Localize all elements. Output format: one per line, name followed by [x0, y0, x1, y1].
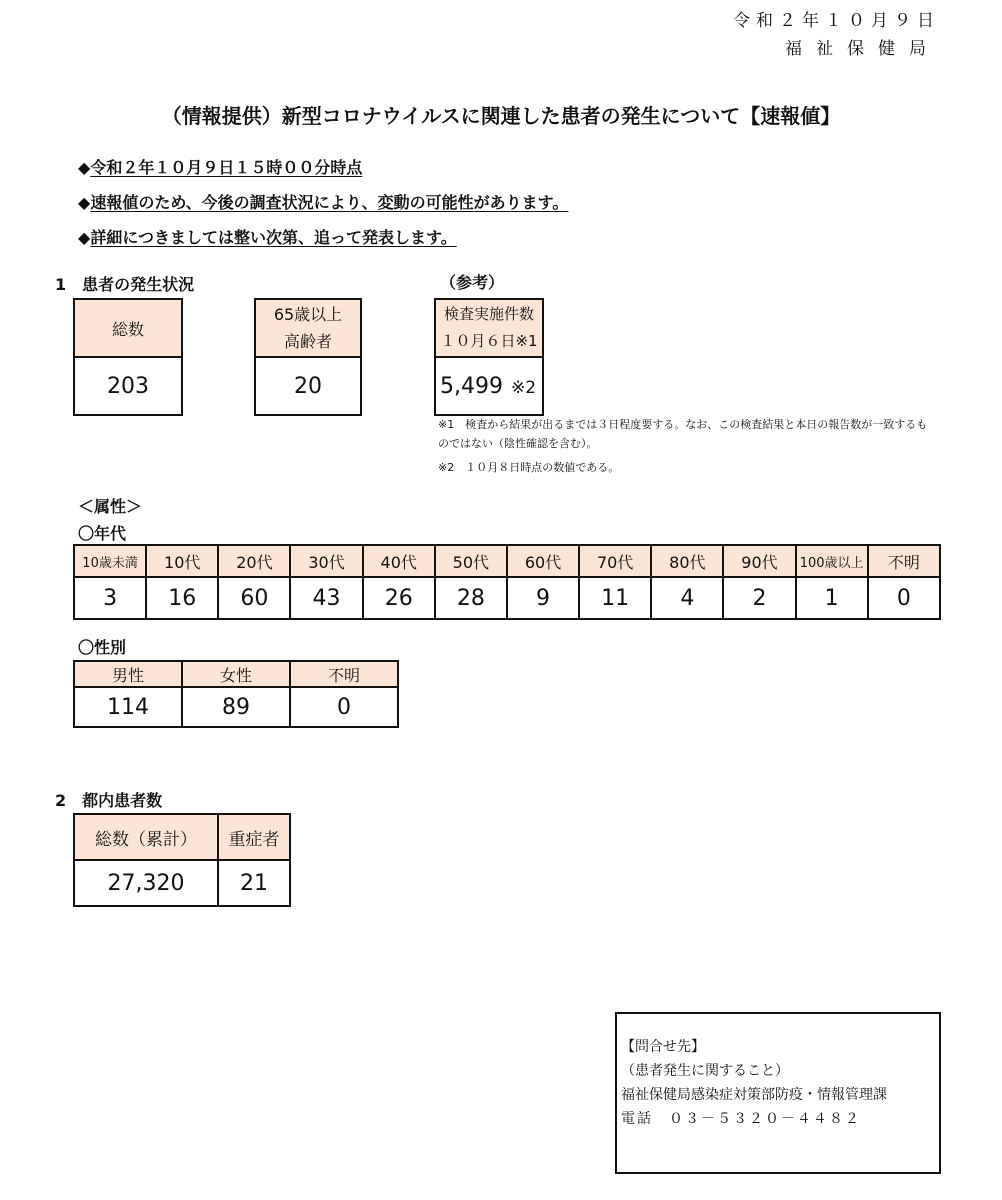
bullet-details: [78, 225, 457, 248]
age-header: 10代: [146, 545, 218, 577]
total-cases-table: [73, 298, 183, 416]
age-value-row: [74, 577, 940, 619]
age-header: 80代: [651, 545, 723, 577]
contact-topic: （患者発生に関すること）: [621, 1063, 789, 1079]
reference-label: （参考）: [440, 273, 505, 292]
footnote-2: ※2 １０月８日時点の数値である。: [438, 461, 620, 474]
sex-value: 0: [290, 687, 398, 727]
tokyo-patients-table: [73, 813, 291, 907]
age-header: 40代: [363, 545, 435, 577]
tests-label-line2: １０月６日※1: [440, 332, 538, 350]
bullet-preliminary: [78, 190, 568, 213]
sex-header: 男性: [74, 661, 182, 687]
sex-heading: 〇性別: [78, 638, 127, 657]
bullet-timestamp: [78, 155, 362, 178]
elderly-value: 20: [255, 357, 361, 415]
sex-value: 89: [182, 687, 290, 727]
age-value: 1: [796, 577, 868, 619]
diamond-bullet-icon: ◆: [78, 228, 91, 247]
age-header: 70代: [579, 545, 651, 577]
sex-value: 114: [74, 687, 182, 727]
elderly-label-line2: 高齢者: [283, 332, 332, 351]
page-title: （情報提供）新型コロナウイルスに関連した患者の発生について【速報値】: [161, 104, 841, 128]
tests-note-mark: ※2: [510, 377, 537, 398]
bullet-text: 令和２年１０月９日１５時００分時点: [90, 158, 363, 177]
tests-label-line1: 検査実施件数: [443, 305, 534, 323]
diamond-bullet-icon: ◆: [78, 193, 91, 212]
age-value: 43: [290, 577, 362, 619]
age-value: 60: [218, 577, 290, 619]
tests-value: 5,499: [440, 373, 503, 399]
elderly-table: [254, 298, 362, 416]
contact-phone: 電話 ０３－５３２０－４４８２: [621, 1111, 861, 1127]
sex-header: 女性: [182, 661, 290, 687]
severe-label: 重症者: [218, 814, 290, 860]
age-value: 9: [507, 577, 579, 619]
diamond-bullet-icon: ◆: [78, 158, 91, 177]
age-value: 28: [435, 577, 507, 619]
age-header: 20代: [218, 545, 290, 577]
age-value: 16: [146, 577, 218, 619]
contact-heading: 【問合せ先】: [621, 1039, 705, 1055]
age-value: 0: [868, 577, 940, 619]
age-value: 3: [74, 577, 146, 619]
elderly-label: [255, 299, 361, 357]
sex-header: 不明: [290, 661, 398, 687]
cumulative-label: 総数（累計）: [74, 814, 218, 860]
age-header: 不明: [868, 545, 940, 577]
age-header: 100歳以上: [796, 545, 868, 577]
sex-value-row: [74, 687, 398, 727]
age-header: 30代: [290, 545, 362, 577]
cumulative-value: 27,320: [74, 860, 218, 906]
bullet-text: 詳細につきましては整い次第、追って発表します。: [90, 228, 457, 247]
age-table: [73, 544, 941, 620]
tests-label: [435, 299, 543, 357]
sex-table: [73, 660, 399, 728]
tests-value-cell: [435, 357, 543, 415]
age-heading: 〇年代: [78, 524, 127, 543]
age-value: 4: [651, 577, 723, 619]
section2-title: 2 都内患者数: [55, 791, 163, 810]
issuing-org: 福祉保健局: [785, 39, 940, 59]
age-header: 50代: [435, 545, 507, 577]
age-header: 10歳未満: [74, 545, 146, 577]
age-header: 60代: [507, 545, 579, 577]
attributes-heading: ＜属性＞: [78, 497, 143, 516]
age-header-row: [74, 545, 940, 577]
sex-header-row: [74, 661, 398, 687]
bullet-text: 速報値のため、今後の調査状況により、変動の可能性があります。: [90, 193, 569, 212]
footnote-1: ※1 検査から結果が出るまでは３日程度要する。なお、この検査結果と本日の報告数が一致するものではない（陰性確認を含む）。: [438, 418, 928, 450]
age-value: 11: [579, 577, 651, 619]
section1-title: 1 患者の発生状況: [55, 275, 195, 294]
severe-value: 21: [218, 860, 290, 906]
tests-table: [434, 298, 544, 416]
age-header: 90代: [723, 545, 795, 577]
total-value: 203: [74, 357, 182, 415]
elderly-label-line1: 65歳以上: [273, 305, 343, 324]
contact-box: [615, 1012, 941, 1174]
age-value: 2: [723, 577, 795, 619]
issue-date: 令和２年１０月９日: [733, 11, 940, 31]
total-label: 総数: [74, 299, 182, 357]
contact-department: 福祉保健局感染症対策部防疫・情報管理課: [621, 1087, 887, 1103]
age-value: 26: [363, 577, 435, 619]
